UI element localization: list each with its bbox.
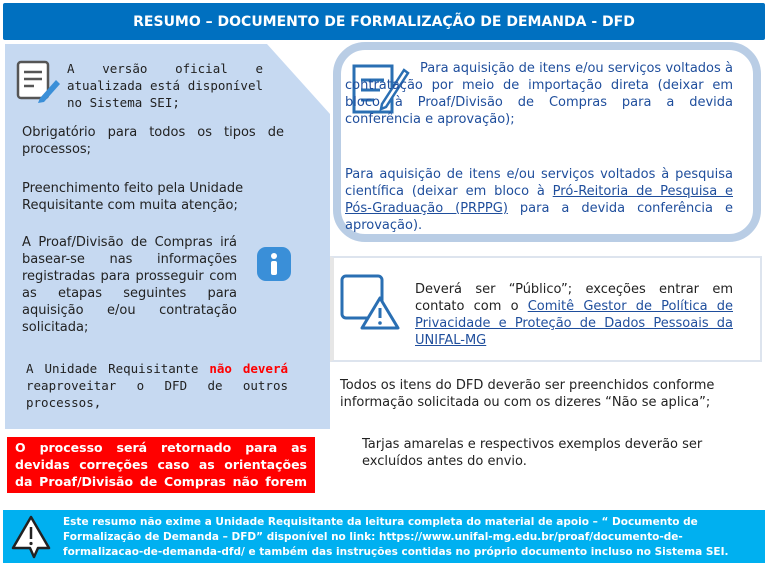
document-edit-icon bbox=[16, 60, 60, 104]
warning-bubble-icon bbox=[10, 514, 52, 560]
left-p5-text: A Unidade Requisitante bbox=[26, 361, 210, 376]
left-p4: A Proaf/Divisão de Compras irá basear-se nas informações registradas para prosseguir com as etapas seguintes para aquisição e/ou contratação solicitada; bbox=[22, 235, 237, 335]
left-p2: Obrigatório para todos os tipos de processos; bbox=[22, 125, 284, 157]
left-p3: Preenchimento feito pela Unidade Requisitante com muita atenção; bbox=[22, 181, 244, 213]
right-mid-p2: Todos os itens do DFD deverão ser preenchidos conforme informação solicitada ou com os dizeres “Não se aplica”; bbox=[340, 378, 715, 410]
info-icon bbox=[256, 246, 292, 282]
right-mid-p3: Tarjas amarelas e respectivos exemplos deverão ser excluídos antes do envio. bbox=[362, 437, 703, 469]
warning-box: O processo será retornado para as devidas correções caso as orientações da Proaf/Divisão de Compras não forem seguidas. bbox=[7, 437, 315, 493]
right-top-p1: Para aquisição de itens e/ou serviços voltados à contratação por meio de importação direta (deixar em bloco à Proaf/Divisão de Compras para a devida conferência e aprovação); bbox=[345, 61, 733, 127]
right-top-p2 bbox=[345, 166, 733, 234]
right-mid-p1 bbox=[415, 281, 733, 349]
page-title: RESUMO – DOCUMENTO DE FORMALIZAÇÃO DE DEMANDA - DFD bbox=[3, 3, 765, 40]
left-p5-emphasis: não deverá bbox=[209, 361, 288, 376]
left-p5-text-end: reaproveitar o DFD de outros processos, bbox=[26, 378, 288, 410]
left-p1: A versão oficial e atualizada está disponível no Sistema SEI; bbox=[67, 61, 263, 110]
footer-notice bbox=[3, 510, 765, 563]
right-mid-p1-text: Deverá ser “Público”; exceções entrar em contato com o bbox=[415, 282, 733, 314]
footer-text: Este resumo não exime a Unidade Requisitante da leitura completa do material de apoio – “ Documento de Formalização de Demanda – DFD” disponível no link: https://www.unifal-mg.edu.br/proaf/documento-de-formalizacao-de-demanda-dfd/ e também das instruções contidas no próprio documento incluso no Sistema SEI. bbox=[63, 516, 729, 558]
right-top-p2-text: Para aquisição de itens e/ou serviços voltados à pesquisa científica (deixar em bloco à bbox=[345, 167, 733, 199]
left-p5 bbox=[26, 360, 288, 411]
right-top-p2-text-end: para a devida conferência e aprovação). bbox=[345, 201, 733, 233]
privacy-committee-link[interactable]: Comitê Gestor de Política de Privacidade e Proteção de Dados Pessoais da UNIFAL-MG bbox=[415, 299, 733, 348]
document-warning-icon bbox=[340, 272, 400, 332]
prppg-link[interactable]: Pró-Reitoria de Pesquisa e Pós-Graduação (PRPPG) bbox=[345, 184, 733, 216]
